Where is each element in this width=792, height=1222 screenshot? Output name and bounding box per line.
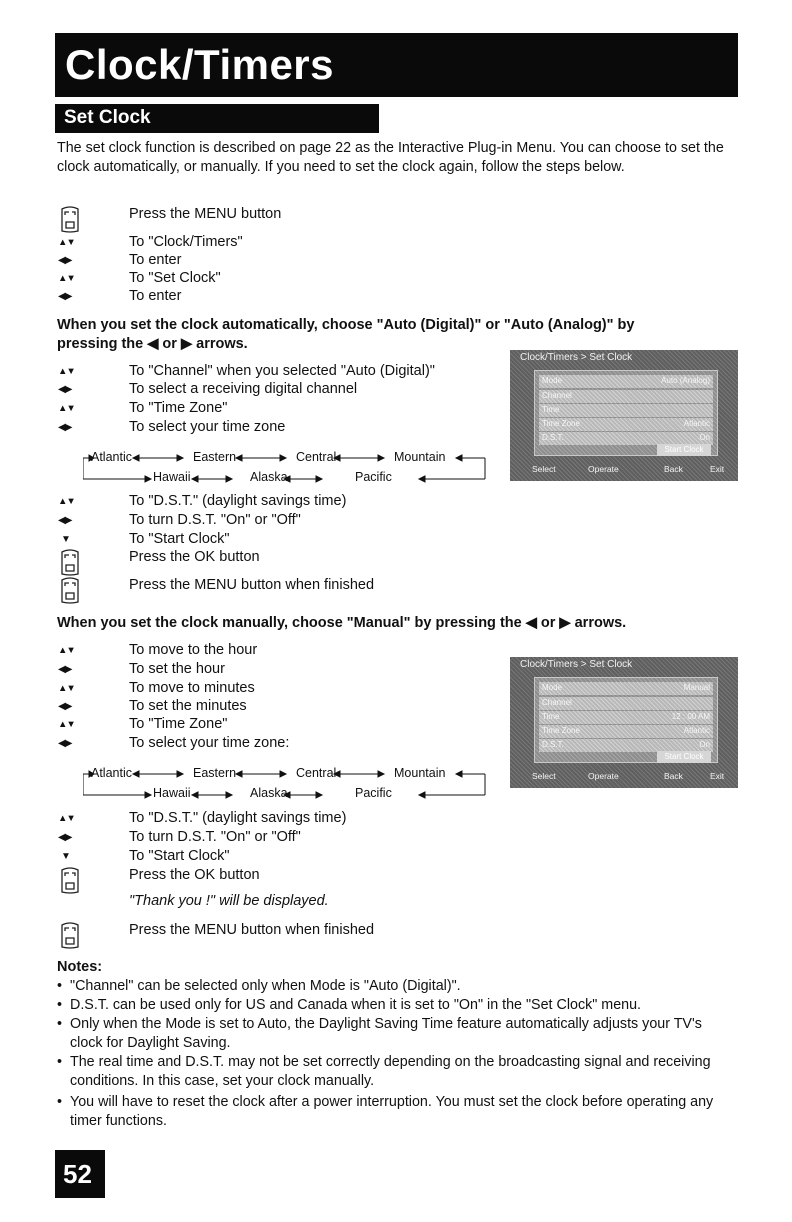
start-clock-button: Start Clock (657, 751, 711, 763)
page-number: 52 (63, 1159, 92, 1189)
step-text: To "Clock/Timers" (129, 234, 243, 250)
menu-row (539, 404, 713, 417)
footer-select: Select (532, 771, 556, 781)
step-text: To turn D.S.T. "On" or "Off" (129, 829, 301, 845)
zone-label: Eastern (193, 766, 237, 780)
screen-menu-panel (534, 677, 718, 763)
section-title: Set Clock (64, 107, 151, 128)
page-title: Clock/Timers (65, 41, 335, 88)
menu-row-label: Time (542, 712, 560, 721)
note-item: • Only when the Mode is set to Auto, the Daylight Saving Time feature automatically adjusts your TV's clock for Daylight Saving. (57, 1016, 702, 1051)
up-down-arrow-icon (57, 363, 83, 382)
screen-footer (516, 770, 732, 784)
left-right-arrow-icon (57, 698, 83, 717)
step-text: To set the minutes (129, 698, 247, 714)
zone-label: Hawaii (153, 470, 191, 484)
step-text: To "Start Clock" (129, 531, 230, 547)
up-down-arrow-icon (57, 680, 83, 699)
remote-icon (57, 867, 83, 886)
menu-row (539, 725, 713, 738)
zone-label: Atlantic (91, 766, 132, 780)
step-text: Press the MENU button when finished (129, 922, 375, 938)
step-text: To "D.S.T." (daylight savings time) (129, 810, 347, 826)
zone-label: Eastern (193, 450, 237, 464)
menu-row (539, 711, 713, 724)
footer-back: Back (664, 771, 683, 781)
zone-label: Central (296, 766, 337, 780)
zone-label: Alaska (250, 470, 288, 484)
zone-label: Hawaii (153, 786, 191, 800)
up-down-arrow-icon (57, 642, 83, 661)
left-right-arrow-icon (57, 829, 83, 848)
menu-row (539, 682, 713, 695)
left-right-arrow-icon (57, 735, 83, 754)
note-text: You will have to reset the clock after a power interruption. You must set the clock before operating any timer functions. (70, 1094, 714, 1129)
title-bar (55, 33, 738, 97)
step-text: To select your time zone: (129, 735, 290, 751)
menu-row-value: Manual (683, 683, 710, 692)
step-text: Press the OK button (129, 867, 260, 883)
note-item: • D.S.T. can be used only for US and Canada when it is set to "On" in the "Set Clock" menu. (57, 997, 642, 1013)
zone-label: Central (296, 450, 337, 464)
start-clock-button: Start Clock (657, 444, 711, 456)
up-down-arrow-icon (57, 270, 83, 289)
step-text: "Thank you !" will be displayed. (129, 893, 329, 909)
remote-icon (57, 549, 83, 568)
footer-exit: Exit (710, 464, 725, 474)
note-text: D.S.T. can be used only for US and Canada when it is set to "On" in the "Set Clock" menu. (70, 997, 642, 1013)
left-right-arrow-icon (57, 661, 83, 680)
note-text: Only when the Mode is set to Auto, the Daylight Saving Time feature automatically adjusts your TV's clock for Daylight Saving. (70, 1016, 702, 1051)
step-text: To "D.S.T." (daylight savings time) (129, 493, 347, 509)
up-down-arrow-icon (57, 716, 83, 735)
section-bar (55, 104, 379, 133)
screen-footer (516, 463, 732, 477)
remote-icon (57, 206, 83, 225)
remote-icon (57, 577, 83, 596)
zone-label: Mountain (394, 766, 446, 780)
footer-exit: Exit (710, 771, 725, 781)
auto-heading: When you set the clock automatically, choose "Auto (Digital)" or "Auto (Analog)" by pressing the ◀ or ▶ arrows. (57, 317, 635, 352)
note-item: • "Channel" can be selected only when Mode is "Auto (Digital)". (57, 978, 461, 994)
menu-row (539, 418, 713, 431)
menu-row-label: Mode (542, 683, 563, 692)
menu-row-label: Channel (542, 391, 572, 400)
step-text: To "Time Zone" (129, 716, 228, 732)
zone-label: Alaska (250, 786, 288, 800)
zone-label: Atlantic (91, 450, 132, 464)
screen-title: Clock/Timers > Set Clock (520, 659, 633, 670)
zone-label: Mountain (394, 450, 446, 464)
step-text: To turn D.S.T. "On" or "Off" (129, 512, 301, 528)
page-number-box (55, 1150, 105, 1198)
left-right-arrow-icon (57, 419, 83, 438)
step-text: To "Channel" when you selected "Auto (Digital)" (129, 363, 435, 379)
step-text: To select a receiving digital channel (129, 381, 358, 397)
menu-row-label: Time Zone (542, 419, 580, 428)
menu-row-label: Time Zone (542, 726, 580, 735)
menu-row-value: 12 : 00 AM (671, 712, 710, 721)
note-item: • You will have to reset the clock after a power interruption. You must set the clock before operating any timer functions. (57, 1094, 714, 1129)
zone-label: Pacific (355, 786, 392, 800)
menu-row (539, 375, 713, 388)
footer-operate: Operate (588, 771, 619, 781)
note-item: • The real time and D.S.T. may not be set correctly depending on the broadcasting signal and receiving conditions. In this case, set your clock manually. (57, 1054, 711, 1089)
menu-row (539, 697, 713, 710)
left-right-arrow-icon (57, 288, 83, 307)
time-zone-cycle (83, 448, 498, 486)
step-text: To select your time zone (129, 419, 286, 435)
up-down-arrow-icon (57, 493, 83, 512)
time-zone-cycle (83, 764, 498, 802)
step-text: To "Set Clock" (129, 270, 221, 286)
tv-screen-manual (510, 657, 738, 788)
left-right-arrow-icon (57, 512, 83, 531)
notes-title: Notes: (57, 959, 103, 975)
up-down-arrow-icon (57, 234, 83, 253)
left-right-arrow-icon (57, 381, 83, 400)
up-down-arrow-icon (57, 400, 83, 419)
step-text: To enter (129, 252, 182, 268)
menu-row-label: D.S.T. (542, 433, 564, 442)
step-text: To enter (129, 288, 182, 304)
footer-select: Select (532, 464, 556, 474)
step-text: Press the OK button (129, 549, 260, 565)
remote-icon (57, 922, 83, 941)
menu-row (539, 390, 713, 403)
tv-screen-auto (510, 350, 738, 481)
menu-row-value: Atlantic (683, 726, 710, 735)
manual-heading: When you set the clock manually, choose "Manual" by pressing the ◀ or ▶ arrows. (57, 615, 627, 631)
step-text: To move to the hour (129, 642, 258, 658)
menu-row-label: Mode (542, 376, 563, 385)
footer-back: Back (664, 464, 683, 474)
screen-title: Clock/Timers > Set Clock (520, 352, 633, 363)
step-text: To move to minutes (129, 680, 255, 696)
intro-text: The set clock function is described on page 22 as the Interactive Plug-in Menu. You can choose to set the clock automatically, or manually. If you need to set the clock again, follow the steps below. (57, 140, 724, 175)
menu-row-value: On (699, 740, 710, 749)
menu-row-label: Time (542, 405, 560, 414)
menu-row-value: Atlantic (683, 419, 710, 428)
step-text: Press the MENU button when finished (129, 577, 375, 593)
note-text: "Channel" can be selected only when Mode is "Auto (Digital)". (70, 978, 461, 994)
menu-row-label: D.S.T. (542, 740, 564, 749)
zone-label: Pacific (355, 470, 392, 484)
note-text: The real time and D.S.T. may not be set correctly depending on the broadcasting signal and receiving conditions. In this case, set your clock manually. (70, 1054, 711, 1089)
step-text: To "Time Zone" (129, 400, 228, 416)
screen-menu-panel (534, 370, 718, 456)
down-arrow-icon (57, 848, 83, 867)
menu-row-value: On (699, 433, 710, 442)
menu-row-label: Channel (542, 698, 572, 707)
down-arrow-icon (57, 531, 83, 550)
menu-row-value: Auto (Analog) (661, 376, 710, 385)
up-down-arrow-icon (57, 810, 83, 829)
step-text: Press the MENU button (129, 206, 282, 222)
step-text: To set the hour (129, 661, 225, 677)
left-right-arrow-icon (57, 252, 83, 271)
step-text: To "Start Clock" (129, 848, 230, 864)
footer-operate: Operate (588, 464, 619, 474)
